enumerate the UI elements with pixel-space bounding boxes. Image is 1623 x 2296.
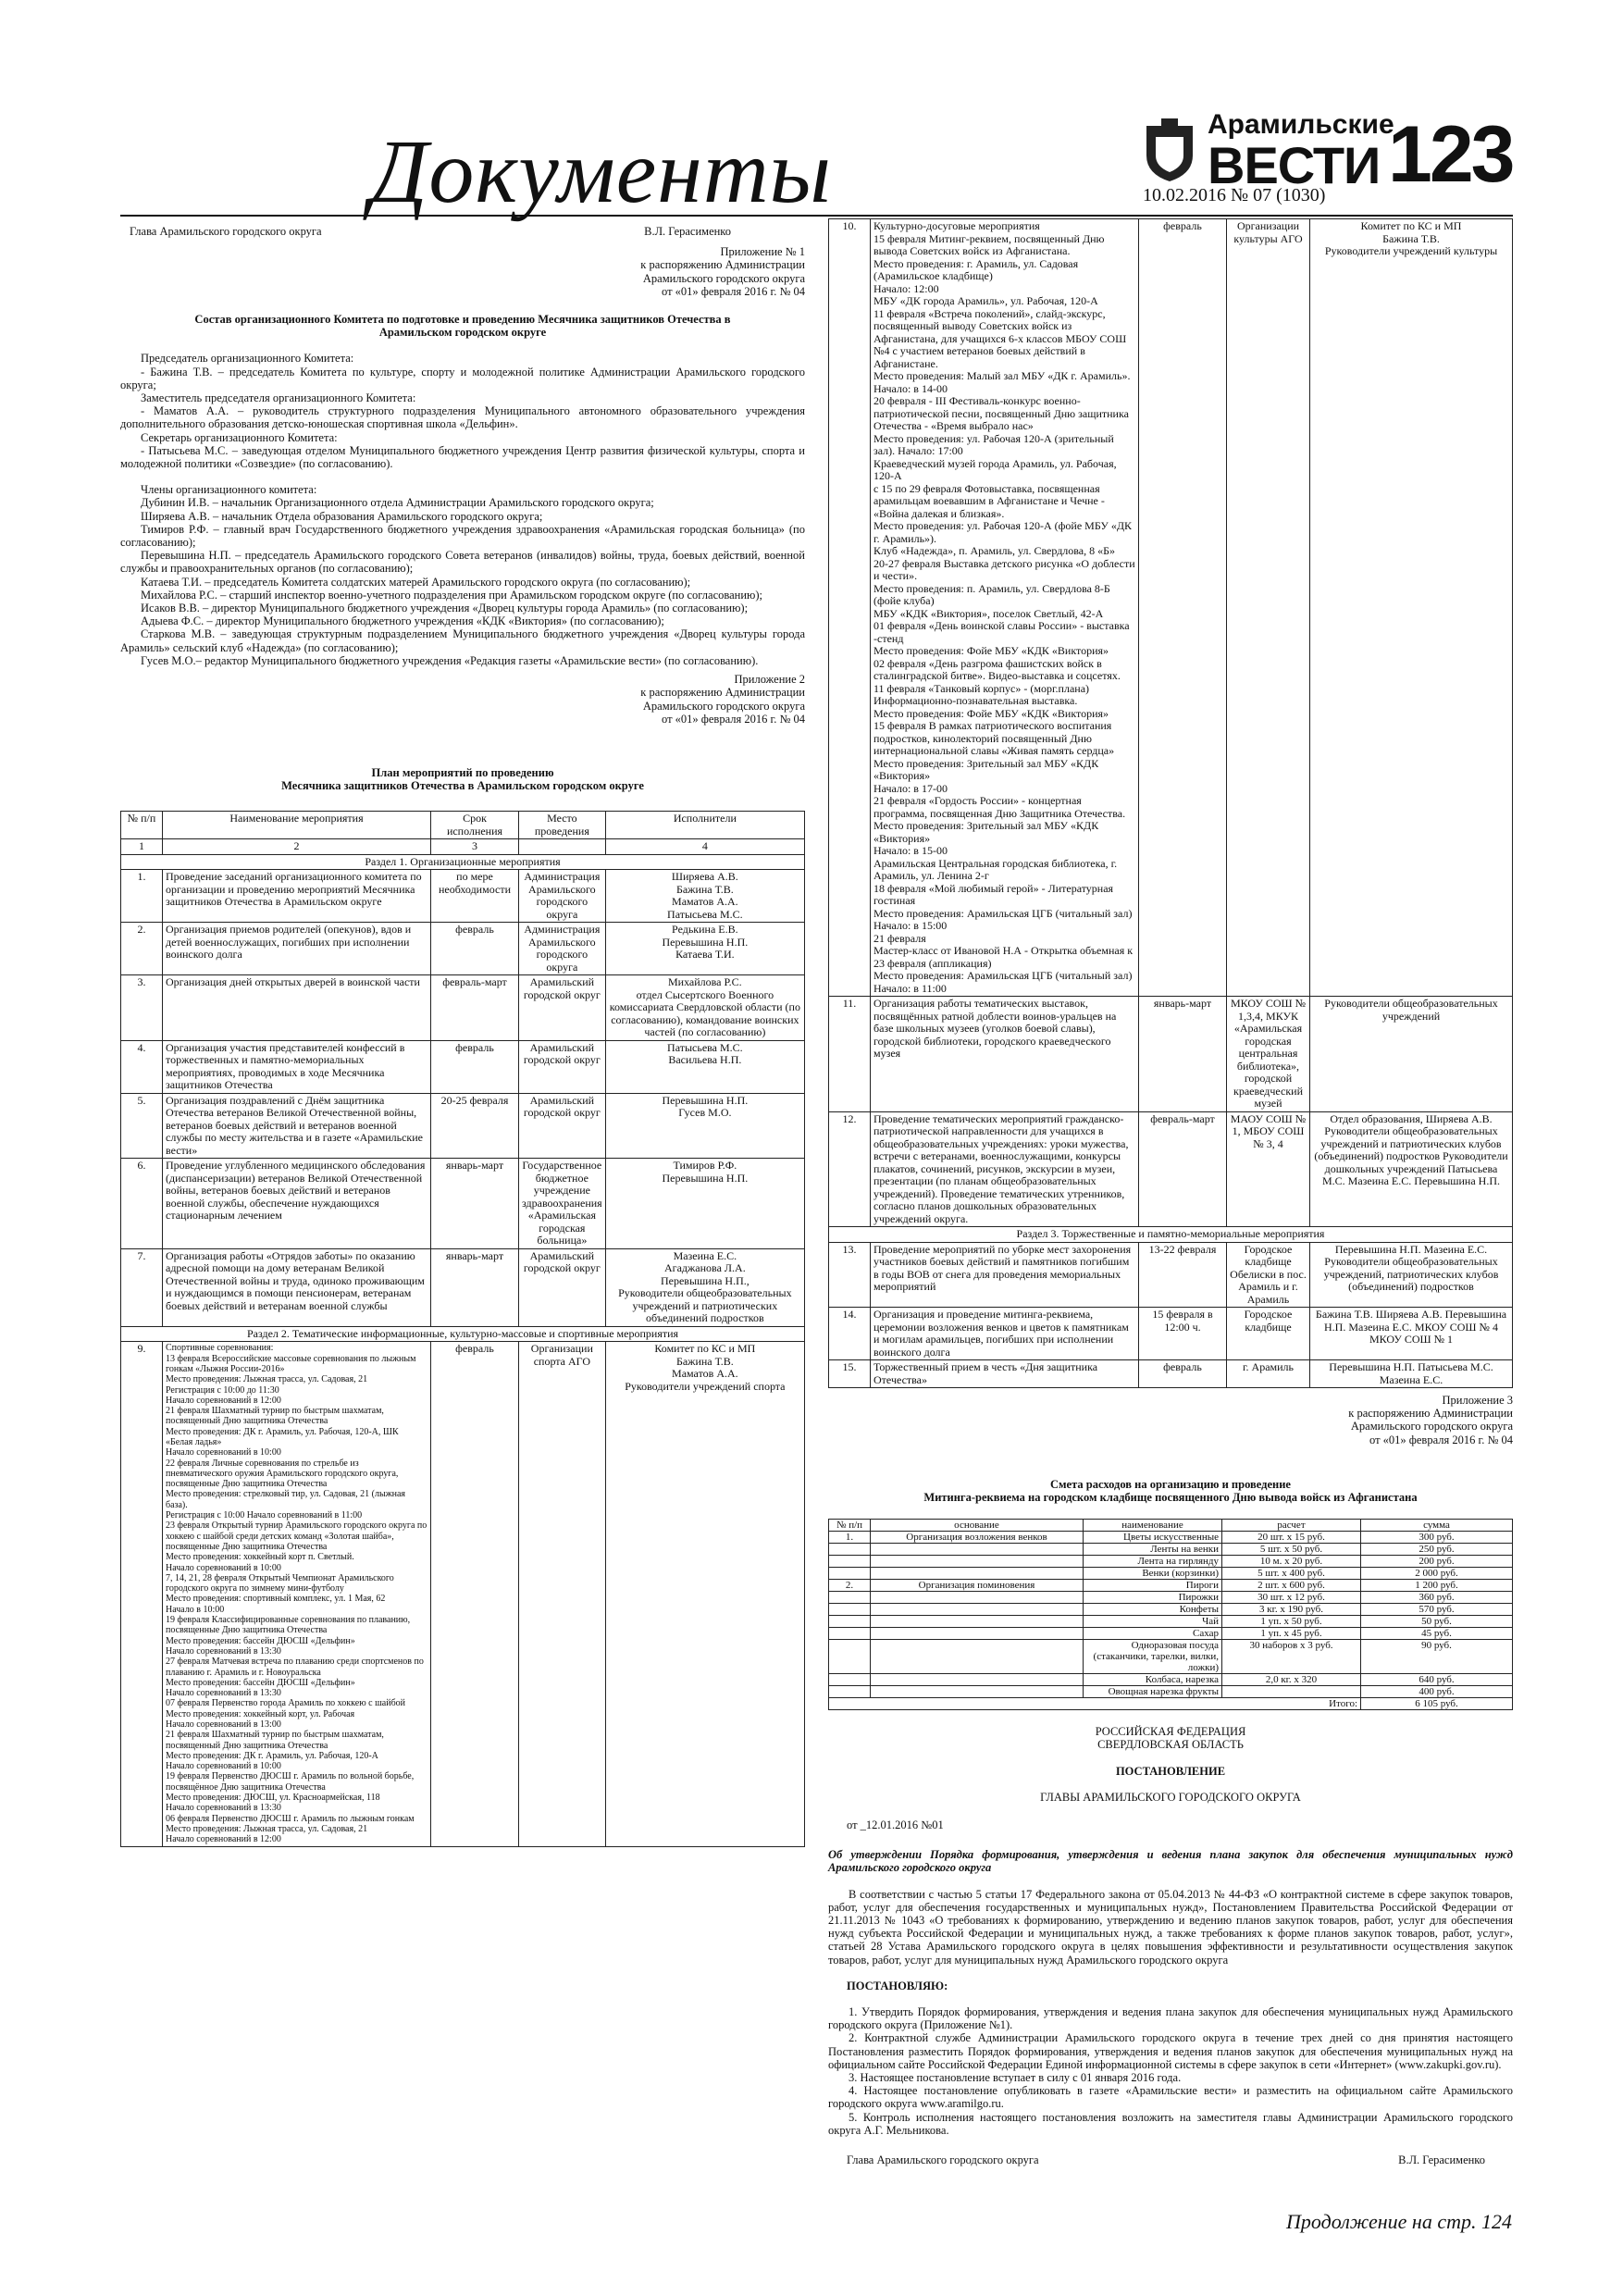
budget-title: Смета расходов на организацию и проведение Митинга-реквиема на городском кладбище посвященного Дню вывода войск из Афганистана bbox=[923, 1477, 1418, 1505]
coat-of-arms-icon bbox=[1143, 118, 1196, 183]
paragraph: - Патысьева М.С. – заведующая отделом Муниципального бюджетного учреждения Центр развития физической культуры, спорта и молодежной политики «Созвездие» (по согласованию). bbox=[120, 443, 805, 471]
event-line: Мастер-класс от Ивановой Н.А - Открытка объемная к 23 февраля (аппликация) bbox=[873, 944, 1134, 970]
event-line: Место проведения: Арамильская ЦГБ (читальный зал) bbox=[873, 906, 1133, 920]
event-line: Место проведения: г. Арамиль, ул. Садовая (Арамильское кладбище) bbox=[873, 256, 1079, 282]
event-line: 01 февраля «День воинской славы России» - выставка -стенд bbox=[873, 619, 1130, 645]
event-line: Место проведения: бассейн ДЮСШ «Дельфин» bbox=[166, 1677, 355, 1688]
event-line: Место проведения: Зрительный зал МБУ «КДК «Виктория» bbox=[873, 819, 1099, 845]
decree-resolve: ПОСТАНОВЛЯЮ: bbox=[847, 1979, 948, 1992]
event-line: Начало: в 17-00 bbox=[873, 781, 948, 795]
event-line: 07 февраля Первенство города Арамиль по хоккею с шайбой bbox=[166, 1698, 406, 1709]
event-line: Место проведения: ул. Рабочая 120-А (зрительный зал). Начало: 17:00 bbox=[873, 431, 1114, 457]
event-line: Регистрация с 10:00 Начало соревнований в 11:00 bbox=[166, 1510, 363, 1521]
paragraph: Исаков В.В. – директор Муниципального бюджетного учреждения «Дворец культуры города Арамиль» (по согласованию); bbox=[141, 602, 749, 615]
issue-info: 10.02.2016 № 07 (1030) bbox=[1143, 185, 1326, 205]
budget-table bbox=[828, 1519, 1513, 1710]
event-line: Начало соревнований в 13:00 bbox=[166, 1719, 281, 1730]
event-line: Место проведения: хоккейный корт п. Светлый. bbox=[166, 1552, 354, 1563]
budget-row: Венки (корзинки) 5 шт. х 400 руб. 2 000 руб. bbox=[829, 1568, 1513, 1580]
event-line: МБУ «ДК города Арамиль», ул. Рабочая, 120-А bbox=[873, 294, 1098, 307]
event-line: Место проведения: Фойе МБУ «КДК «Виктория» bbox=[873, 644, 1109, 657]
table-row: 7. Организация работы «Отрядов заботы» по оказанию адресной помощи на дому ветеранам Великой Отечественной войны и труда, одиноко проживающим и нуждающимся в помощи пенсионерам, ветеранам боевых действий и ветеранам военной службы январь-март Арамильский городской округ Мазеина Е.С. Агаджанова Л.А. Перевышина Н.П., Руководители общеобразовательных учреждений и патриотических объединений подростков bbox=[121, 1248, 805, 1326]
plan-table-continued bbox=[828, 218, 1513, 1388]
section-row: Раздел 3. Торжественные и памятно-мемориальные мероприятия bbox=[829, 1227, 1513, 1243]
event-line: Спортивные соревнования: bbox=[166, 1343, 274, 1354]
event-line: Культурно-досуговые мероприятия bbox=[873, 219, 1040, 232]
event-line: Место проведения: Фойе МБУ «КДК «Виктория» bbox=[873, 706, 1109, 720]
continued-note: Продолжение на стр. 124 bbox=[1286, 2210, 1512, 2233]
paragraph: Заместитель председателя организационного Комитета: bbox=[141, 391, 416, 405]
table-row: 13. Проведение мероприятий по уборке мест захоронения участников боевых действий и памятников погибшим в годы ВОВ от снега для проведения мемориальных мероприятий 13-22 февраля Городское кладбище Обелиски в пос. Арамиль и г. Арамиль Перевышина Н.П. Мазеина Е.С. Руководители общеобразовательных учреждений, патриотических клубов (объединений) подростков bbox=[829, 1242, 1513, 1308]
event-line: 23 февраля Открытый турнир Арамильского городского округа по хоккею с шайбой среди детских команд «Золотая шайба», посвященные Дню защитника Отечества bbox=[166, 1520, 427, 1552]
section-title: Документы bbox=[370, 122, 833, 222]
event-line: 21 февраля «Гордость России» - концертная программа, посвященная Дню Защитника Отечества. bbox=[873, 794, 1126, 820]
event-line: Начало: в 14-00 bbox=[873, 381, 948, 395]
plan-table bbox=[120, 811, 805, 1846]
paragraph: 3. Настоящее постановление вступает в силу с 01 января 2016 года. bbox=[849, 2071, 1182, 2085]
table-number-row: 1 2 3 4 bbox=[121, 839, 805, 855]
brand-main: ВЕСТИ bbox=[1208, 136, 1381, 194]
event-line: 22 февраля Личные соревнования по стрельбе из пневматического оружия Арамильского городского округа, посвященные Дню защитника Отечества bbox=[166, 1458, 399, 1490]
event-line: 19 февраля Классифицированные соревнования по плаванию, посвященные Дню защитника Отечества bbox=[166, 1615, 411, 1636]
event-line: Начало в 10:00 bbox=[166, 1604, 225, 1615]
paragraph: Михайлова Р.С. – старший инспектор военно-учетного подразделения при Арамильском городском округе (по согласованию); bbox=[141, 588, 763, 602]
event-line: Начало соревнований в 10:00 bbox=[166, 1447, 281, 1458]
event-line: Арамильская Центральная городская библиотека, г. Арамиль, ул. Ленина 2-г bbox=[873, 856, 1118, 882]
table-row: 5. Организация поздравлений с Днём защитника Отечества ветеранов Великой Отечественной войны, ветеранов боевых действий и ветеранов военной службы по месту жительства и в газете «Арамильские вести» 20-25 февраля Арамильский городской округ Перевышина Н.П. Гусев М.О. bbox=[121, 1093, 805, 1159]
decree-title: Об утверждении Порядка формирования, утверждения и ведения плана закупок для обеспечения муниципальных нужд Арамильского городского округа bbox=[828, 1848, 1513, 1875]
event-line: Начало соревнований в 10:00 bbox=[166, 1562, 281, 1573]
event-line: Место проведения: ул. Рабочая 120-А (фойе МБУ «ДК г. Арамиль»). bbox=[873, 519, 1133, 545]
signature-line: Глава Арамильского городского округа В.Л. Герасименко bbox=[130, 225, 731, 238]
event-line: Место проведения: Лыжная трасса, ул. Садовая, 21 bbox=[166, 1374, 368, 1385]
paragraph: Гусев М.О.– редактор Муниципального бюджетного учреждения «Редакция газеты «Арамильские вести» (по согласованию). bbox=[141, 653, 759, 667]
right-column bbox=[828, 218, 1513, 2166]
event-line: Место проведения: Малый зал МБУ «ДК г. Арамиль». bbox=[873, 369, 1131, 382]
event-line: 7, 14, 21, 28 февраля Открытый Чемпионат Арамильского городского округа по зимнему мини-футболу bbox=[166, 1572, 394, 1595]
event-line: Место проведения: бассейн ДЮСШ «Дельфин» bbox=[166, 1635, 355, 1646]
budget-row: Ленты на венки 5 шт. х 50 руб. 250 руб. bbox=[829, 1544, 1513, 1556]
event-line: Начало соревнований в 12:00 bbox=[166, 1395, 281, 1406]
paragraph: 5. Контроль исполнения настоящего постановления возложить на заместителя главы Администрации Арамильского городского округа А.Г. Мельникова. bbox=[828, 2110, 1513, 2137]
event-line: Место проведения: стрелковый тир, ул. Садовая, 21 (лыжная база). bbox=[166, 1489, 405, 1510]
event-line: Место проведения: ДК г. Арамиль, ул. Рабочая, 120-А bbox=[166, 1750, 378, 1761]
plan-title: План мероприятий по проведению Месячника защитников Отечества в Арамильском городском округе bbox=[281, 765, 644, 793]
event-line: Место проведения: п. Арамиль, ул. Свердлова 8-Б (фойе клуба) bbox=[873, 581, 1110, 607]
section-row: Раздел 2. Тематические информационные, культурно-массовые и спортивные мероприятия bbox=[121, 1326, 805, 1342]
table-row: 12. Проведение тематических мероприятий гражданско-патриотической направленности для учащихся в общеобразовательных учреждениях: уроки мужества, встречи с ветеранами, военнослужащими, конкурсы плакатов, сочинений, рисунков, экскурсии в музеи, презентации (по планам общеобразовательных учреждений). Проведение тематических утренников, согласно планов дошкольных образовательных учреждений округа. февраль-март МАОУ СОШ № 1, МБОУ СОШ № 3, 4 Отдел образования, Ширяева А.В. Руководители общеобразовательных учреждений и патриотических клубов (объединений) подростков Руководители дошкольных учреждений Патысьева М.С. Мазеина Е.С. Перевышина Н.П. bbox=[829, 1111, 1513, 1227]
brand-top: Арамильские bbox=[1208, 109, 1394, 140]
event-line: Начало соревнований в 12:00 bbox=[166, 1834, 281, 1845]
budget-row: 1. Организация возложения венков Цветы искусственные 20 шт. х 15 руб. 300 руб. bbox=[829, 1532, 1513, 1544]
event-line: 27 февраля Матчевая встреча по плаванию среди спортсменов по плаванию г. Арамиль и г. Новоуральска bbox=[166, 1657, 424, 1678]
decree-items bbox=[828, 2005, 1513, 2137]
event-line: Место проведения: Лыжная трасса, ул. Садовая, 21 bbox=[166, 1823, 368, 1834]
page-number: 123 bbox=[1388, 110, 1513, 199]
event-line: Начало соревнований в 13:30 bbox=[166, 1688, 281, 1699]
decree-date: от _12.01.2016 №01 bbox=[847, 1818, 944, 1832]
budget-row: 2. Организация поминовения Пироги 2 шт. х 600 руб. 1 200 руб. bbox=[829, 1580, 1513, 1592]
event-line: 13 февраля Всероссийские массовые соревнования по лыжным гонкам «Лыжня России-2016» bbox=[166, 1353, 416, 1374]
decree-header: РОССИЙСКАЯ ФЕДЕРАЦИЯ СВЕРДЛОВСКАЯ ОБЛАСТЬ ПОСТАНОВЛЕНИЕ ГЛАВЫ АРАМИЛЬСКОГО ГОРОДСКОГО ОКРУГА bbox=[1040, 1725, 1301, 1804]
decree-signature: Глава Арамильского городского округа В.Л. Герасименко bbox=[847, 2153, 1485, 2167]
event-line: МБУ «КДК «Виктория», поселок Светлый, 42-А bbox=[873, 606, 1104, 620]
paragraph: Катаева Т.И. – председатель Комитета солдатских матерей Арамильского городского округа (по согласованию); bbox=[141, 575, 691, 589]
event-line: 18 февраля «Мой любимый герой» - Литературная гостиная bbox=[873, 881, 1114, 907]
table-row: 11. Организация работы тематических выставок, посвящённых ратной доблести воинов-уральцев на базе школьных музеев (уголков боевой славы), городской библиотеки, городского краеведческого музея январь-март МКОУ СОШ № 1,3,4, МКУК «Арамильская городская центральная библиотека», городской краеведческий музей Руководители общеобразовательных учреждений bbox=[829, 997, 1513, 1112]
committee-list bbox=[120, 352, 805, 470]
appendix-1-header: Приложение № 1 к распоряжению Администрации Арамильского городского округа от «01» февраля 2016 г. № 04 bbox=[640, 245, 805, 298]
table-row-events: 10. Культурно-досуговые мероприятия 15 февраля Митинг-реквием, посвященный Дню вывода Советских войск из Афганистана. Место проведения: г. Арамиль, ул. Садовая (Арамильское кладбище) Начало: 12:00 МБУ «ДК города Арамиль», ул. Рабочая, 120-А 11 февраля «Встреча поколений», слайд-экскурс, посвященный выводу Советских войск из Афганистана, для учащихся 6-х классов МБОУ СОШ №4 с участием ветеранов боевых действий в Афганистане. Место проведения: Малый зал МБУ «ДК г. Арамиль». Начало: в 14-00 20 февраля - III Фестиваль-конкурс военно-патриотической песни, посвященный Дню защитника Отечества - «Время выбрало нас» Место проведения: ул. Рабочая 120-А (зрительный зал). Начало: 17:00 Краеведческий музей города Арамиль, ул. Рабочая, 120-А с 15 по 29 февраля Фотовыставка, посвященная арамильцам воевавшим в Афганистане и Чечне - «Война далекая и близкая». Место проведения: ул. Рабочая 120-А (фойе МБУ «ДК г. Арамиль»). Клуб «Надежда», п. Арамиль, ул. Свердлова, 8 «Б» 20-27 февраля Выставка детского рисунка «О доблести и чести». Место проведения: п. Арамиль, ул. Свердлова 8-Б (фойе клуба) МБУ «КДК «Виктория», поселок Светлый, 42-А 01 февраля «День воинской славы России» - выставка -стенд Место проведения: Фойе МБУ «КДК «Виктория» 02 февраля «День разгрома фашистских войск в сталинградской битве». Видео-выставка и соцсетях. 11 февраля «Танковый корпус» - (морг.плана) Информационно-познавательная выставка. Место проведения: Фойе МБУ «КДК «Виктория» 15 февраля В рамках патриотического воспитания подростков, кинолекторий посвященный Дню интернациональной славы «Живая память сердца» Место проведения: Зрительный зал МБУ «КДК «Виктория» Начало: в 17-00 21 февраля «Гордость России» - концертная программа, посвященная Дню Защитника Отечества. Место проведения: Зрительный зал МБУ «КДК «Виктория» Начало: в 15-00 Арамильская Центральная городская библиотека, г. Арамиль, ул. Ленина 2-г 18 февраля «Мой любимый герой» - Литературная гостиная Место проведения: Арамильская ЦГБ (читальный зал) Начало: в 15:00 21 февраля Мастер-класс от Ивановой Н.А - Открытка объемная к 23 февраля (аппликация) Место проведения: Арамильская ЦГБ (читальный зал) Начало: в 11:00 февраль Организации культуры АГО Комитет по КС и МП Бажина Т.В. Руководители учреждений культуры bbox=[829, 219, 1513, 997]
event-line: Краеведческий музей города Арамиль, ул. Рабочая, 120-А bbox=[873, 456, 1117, 482]
paragraph: Адыева Ф.С. – директор Муниципального бюджетного учреждения «КДК «Виктория» (по согласованию); bbox=[141, 614, 664, 628]
event-line: Регистрация с 10:00 до 11:30 bbox=[166, 1384, 279, 1396]
budget-row: Овощная нарезка фрукты 400 руб. bbox=[829, 1686, 1513, 1698]
paragraph: Секретарь организационного Комитета: bbox=[141, 430, 338, 444]
event-line: 19 февраля Первенство ДЮСШ г. Арамиль по вольной борьбе, посвящённое Дню защитника Отечества bbox=[166, 1771, 415, 1793]
paragraph: 4. Настоящее постановление опубликовать в газете «Арамильские вести» и разместить на официальном сайте Арамильского городского округа www.aramilgo.ru. bbox=[828, 2084, 1513, 2111]
event-line: 11 февраля «Встреча поколений», слайд-экскурс, посвященный выводу Советских войск из Афганистана, для учащихся 6-х классов МБОУ СОШ №4 с участием ветеранов боевых действий в Афганистане. bbox=[873, 306, 1127, 370]
header-rule bbox=[120, 215, 1513, 217]
budget-total-row: Итого: 6 105 руб. bbox=[829, 1698, 1513, 1710]
paragraph: Перевышина Н.П. – председатель Арамильского городского Совета ветеранов (инвалидов) войны, труда, боевых действий, военной службы и правоохранительных органов (по согласованию); bbox=[120, 549, 805, 576]
paragraph: 2. Контрактной службе Администрации Арамильского городского округа в течение трех дней со дня принятия настоящего Постановления разместить Порядок формирования, утверждения и ведения планов закупок для обеспечения муниципальных нужд на официальном сайте Российской Федерации Единой информационной системы в сфере закупок в сети «Интернет» (www.zakupki.gov.ru). bbox=[828, 2031, 1513, 2071]
event-line: 11 февраля «Танковый корпус» - (морг.плана) Информационно-познавательная выставка. bbox=[873, 681, 1090, 707]
budget-row: Конфеты 3 кг. х 190 руб. 570 руб. bbox=[829, 1604, 1513, 1616]
event-line: 20-27 февраля Выставка детского рисунка «О доблести и чести». bbox=[873, 556, 1135, 582]
appendix-2-header: Приложение 2 к распоряжению Администрации Арамильского городского округа от «01» февраля 2016 г. № 04 bbox=[640, 673, 805, 726]
table-row-events: 9. Спортивные соревнования: 13 февраля Всероссийские массовые соревнования по лыжным гонкам «Лыжня России-2016» Место проведения: Лыжная трасса, ул. Садовая, 21 Регистрация с 10:00 до 11:30 Начало соревнований в 12:00 21 февраля Шахматный турнир по быстрым шахматам, посвященный Дню защитника Отечества Место проведения: ДК г. Арамиль, ул. Рабочая, 120-А, ШК «Белая ладья» Начало соревнований в 10:00 22 февраля Личные соревнования по стрельбе из пневматического оружия Арамильского городского округа, посвященные Дню защитника Отечества Место проведения: стрелковый тир, ул. Садовая, 21 (лыжная база). Регистрация с 10:00 Начало соревнований в 11:00 23 февраля Открытый турнир Арамильского городского округа по хоккею с шайбой среди детских команд «Золотая шайба», посвященные Дню защитника Отечества Место проведения: хоккейный корт п. Светлый. Начало соревнований в 10:00 7, 14, 21, 28 февраля Открытый Чемпионат Арамильского городского округа по зимнему мини-футболу Место проведения: спортивный комплекс, ул. 1 Мая, 62 Начало в 10:00 19 февраля Классифицированные соревнования по плаванию, посвященные Дню защитника Отечества Место проведения: бассейн ДЮСШ «Дельфин» Начало соревнований в 13:30 27 февраля Матчевая встреча по плаванию среди спортсменов по плаванию г. Арамиль и г. Новоуральска Место проведения: бассейн ДЮСШ «Дельфин» Начало соревнований в 13:30 07 февраля Первенство города Арамиль по хоккею с шайбой Место проведения: хоккейный корт, ул. Рабочая Начало соревнований в 13:00 21 февраля Шахматный турнир по быстрым шахматам, посвященный Дню защитника Отечества Место проведения: ДК г. Арамиль, ул. Рабочая, 120-А Начало соревнований в 10:00 19 февраля Первенство ДЮСШ г. Арамиль по вольной борьбе, посвящённое Дню защитника Отечества Место проведения: ДЮСШ, ул. Красноармейская, 118 Начало соревнований в 13:30 06 февраля Первенство ДЮСШ г. Арамиль по лыжным гонкам Место проведения: Лыжная трасса, ул. Садовая, 21 Начало соревнований в 12:00 февраль Организации спорта АГО Комитет по КС и МП Бажина Т.В. Маматов А.А. Руководители учреждений спорта bbox=[121, 1342, 805, 1846]
paragraph: Тимиров Р.Ф. – главный врач Государственного бюджетного учреждения здравоохранения «Арамильская городская больница» (по согласованию); bbox=[120, 522, 805, 550]
budget-row: Одноразовая посуда (стаканчики, тарелки, вилки, ложки) 30 наборов х 3 руб. 90 руб. bbox=[829, 1640, 1513, 1674]
event-line: Место проведения: ДЮСШ, ул. Красноармейская, 118 bbox=[166, 1793, 380, 1804]
paragraph: Ширяева А.В. – начальник Отдела образования Арамильского городского округа; bbox=[141, 509, 543, 523]
event-line: Место проведения: Арамильская ЦГБ (читальный зал) bbox=[873, 969, 1133, 982]
event-line: Клуб «Надежда», п. Арамиль, ул. Свердлова, 8 «Б» bbox=[873, 544, 1116, 557]
event-line: 20 февраля - III Фестиваль-конкурс военно-патриотической песни, посвященный Дню защитника Отечества - «Время выбрало нас» bbox=[873, 394, 1129, 432]
event-line: 15 февраля Митинг-реквием, посвященный Дню вывода Советских войск из Афганистана. bbox=[873, 231, 1105, 257]
budget-row: Чай 1 уп. х 50 руб. 50 руб. bbox=[829, 1616, 1513, 1628]
event-line: 06 февраля Первенство ДЮСШ г. Арамиль по лыжным гонкам bbox=[166, 1813, 415, 1824]
budget-row: Лента на гирлянду 10 м. х 20 руб. 200 руб. bbox=[829, 1556, 1513, 1568]
table-row: 15. Торжественный прием в честь «Дня защитника Отечества» февраль г. Арамиль Перевышина Н.П. Патысьева М.С. Мазеина Е.С. bbox=[829, 1360, 1513, 1388]
paragraph: 1. Утвердить Порядок формирования, утверждения и ведения плана закупок для обеспечения муниципальных нужд Арамильского городского округа (Приложение №1). bbox=[828, 2005, 1513, 2032]
event-line: Место проведения: Зрительный зал МБУ «КДК «Виктория» bbox=[873, 756, 1099, 782]
event-line: Начало: в 15-00 bbox=[873, 844, 948, 857]
paragraph: Члены организационного комитета: bbox=[141, 483, 317, 497]
event-line: 02 февраля «День разгрома фашистских войск в сталинградской битве». Видео-выставка и соцсетях. bbox=[873, 656, 1121, 682]
budget-header-row: № п/п основание наименование расчет сумма bbox=[829, 1520, 1513, 1532]
budget-row: Сахар 1 уп. х 45 руб. 45 руб. bbox=[829, 1628, 1513, 1640]
paragraph: - Бажина Т.В. – председатель Комитета по культуре, спорту и молодежной политике Администрации Арамильского городского округа; bbox=[120, 365, 805, 391]
table-row: 2. Организация приемов родителей (опекунов), вдов и детей военнослужащих, погибших при исполнении воинского долга февраль Администрация Арамильского городского округа Редькина Е.В. Перевышина Н.П. Катаева Т.И. bbox=[121, 923, 805, 975]
paragraph: - Маматов А.А. – руководитель структурного подразделения Муниципального автономного образовательного учреждения дополнительного образования детско-юношеская спортивная школа «Дельфин». bbox=[120, 404, 805, 431]
event-line: 21 февраля Шахматный турнир по быстрым шахматам, посвященный Дню защитника Отечества bbox=[166, 1730, 384, 1751]
table-header-row: № п/п Наименование мероприятия Срок исполнения Место проведения Исполнители bbox=[121, 812, 805, 839]
section-1-row: Раздел 1. Организационные мероприятия bbox=[121, 854, 805, 870]
table-row: 1. Проведение заседаний организационного комитета по организации и проведению мероприятий Месячника защитников Отечества в Арамильском округе по мере необходимости Администрация Арамильского городского округа Ширяева А.В. Бажина Т.В. Маматов А.А. Патысьева М.С. bbox=[121, 870, 805, 923]
table-row: 6. Проведение углубленного медицинского обследования (диспансеризации) ветеранов Великой Отечественной войны, ветеранов боевых действий и ветеранов военной службы, обеспечение нуждающихся стационарным лечением январь-март Государственное бюджетное учреждение здравоохранения «Арамильская городская больница» Тимиров Р.Ф. Перевышина Н.П. bbox=[121, 1159, 805, 1249]
budget-row: Колбаса, нарезка 2,0 кг. х 320 640 руб. bbox=[829, 1674, 1513, 1686]
event-line: Место проведения: ДК г. Арамиль, ул. Рабочая, 120-А, ШК «Белая ладья» bbox=[166, 1426, 399, 1447]
members-list bbox=[120, 483, 805, 667]
table-row: 3. Организация дней открытых дверей в воинской части февраль-март Арамильский городской округ Михайлова Р.С. отдел Сысертского Военного комиссариата Свердловской области (по согласованию), командование воинских частей (по согласованию) bbox=[121, 975, 805, 1041]
event-line: Начало: в 11:00 bbox=[873, 981, 947, 995]
event-line: с 15 по 29 февраля Фотовыставка, посвященная арамильцам воевавшим в Афганистане и Чечне - «Война далекая и близкая». bbox=[873, 481, 1105, 520]
event-line: Начало соревнований в 13:30 bbox=[166, 1803, 281, 1814]
budget-row: Пирожки 30 шт. х 12 руб. 360 руб. bbox=[829, 1592, 1513, 1604]
paragraph: Дубинин И.В. – начальник Организационного отдела Администрации Арамильского городского округа; bbox=[141, 496, 654, 510]
event-line: 21 февраля Шахматный турнир по быстрым шахматам, посвященный Дню защитника Отечества bbox=[166, 1406, 384, 1427]
decree-intro: В соответствии с частью 5 статьи 17 Федерального закона от 05.04.2013 № 44-ФЗ «О контрактной системе в сфере закупок товаров, работ, услуг для обеспечения государственных и муниципальных нужд», Постановлением Правительства Российской Федерации от 21.11.2013 № 1043 «О требованиях к формированию, утверждению и ведению планов закупок товаров, работ, услуг для обеспечения нужд субъекта Российской Федерации и муниципальных нужд, а также требованиях к форме планов закупок товаров, работ, услуг», статьей 28 Устава Арамильского городского округа в целях повышения эффективности и результативности осуществления закупок товаров, работ, услуг для муниципальных нужд Арамильского городского округа bbox=[828, 1887, 1513, 1967]
left-column bbox=[120, 225, 805, 1847]
event-line: Начало: 12:00 bbox=[873, 281, 939, 295]
table-row: 4. Организация участия представителей конфессий в торжественных и памятно-мемориальных мероприятиях, проводимых в ходе Месячника защитников Отечества февраль Арамильский городской округ Патысьева М.С. Васильева Н.П. bbox=[121, 1040, 805, 1093]
event-line: Место проведения: спортивный комплекс, ул. 1 Мая, 62 bbox=[166, 1594, 386, 1605]
event-line: Начало: в 15:00 bbox=[873, 919, 948, 932]
appendix-3-header: Приложение 3 к распоряжению Администрации Арамильского городского округа от «01» февраля 2016 г. № 04 bbox=[1348, 1394, 1513, 1446]
table-row: 14. Организация и проведение митинга-реквиема, церемонии возложения венков и цветов к памятникам и могилам арамильцев, погибших при исполнении воинского долга 15 февраля в 12:00 ч. Городское кладбище Бажина Т.В. Ширяева А.В. Перевышина Н.П. Мазеина Е.С. МКОУ СОШ № 4 МКОУ СОШ № 1 bbox=[829, 1308, 1513, 1360]
event-line: Начало соревнований в 13:30 bbox=[166, 1645, 281, 1657]
paragraph: Старкова М.В. – заведующая структурным подразделением Муниципального бюджетного учреждения «Дворец культуры города Арамиль» сельский клуб «Надежда» (по согласованию); bbox=[120, 627, 805, 654]
paragraph: Председатель организационного Комитета: bbox=[141, 352, 354, 366]
committee-title: Состав организационного Комитета по подготовке и проведению Месячника защитников Отечества в Арамильском городском округе bbox=[194, 313, 731, 340]
event-line: 21 февраля bbox=[873, 931, 926, 945]
event-line: Место проведения: хоккейный корт, ул. Рабочая bbox=[166, 1708, 355, 1719]
event-line: Начало соревнований в 10:00 bbox=[166, 1761, 281, 1772]
event-line: 15 февраля В рамках патриотического воспитания подростков, кинолекторий посвященный Дню интернациональной славы «Живая память сердца» bbox=[873, 719, 1115, 757]
